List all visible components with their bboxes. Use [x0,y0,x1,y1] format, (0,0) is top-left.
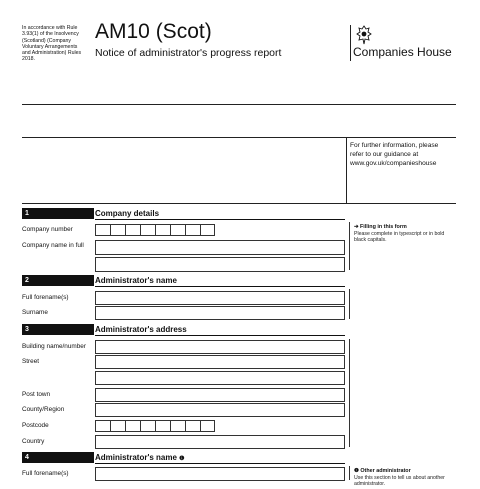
company-number-input[interactable] [95,224,215,236]
rule-reference: In accordance with Rule 3.93(1) of the Insolvency (Scotland) (Company Voluntary Arrangements and Administration) Rules 2018. [22,25,82,63]
label-forename-2: Full forename(s) [22,470,69,477]
post-town-input[interactable] [95,388,345,402]
building-input[interactable] [95,340,345,354]
label-county: County/Region [22,406,65,413]
county-input[interactable] [95,403,345,417]
label-surname: Surname [22,309,48,316]
company-name-input[interactable] [95,240,345,255]
section-1-title: Company details [95,209,160,218]
label-country: Country [22,438,45,445]
note-marker-icon: ❶ [179,456,185,462]
label-post-town: Post town [22,391,51,398]
label-postcode: Postcode [22,422,49,429]
forename-input-2[interactable] [95,467,345,481]
note-filling-form: ➔ Filling in this form Please complete in typescript or in bold black capitals. [349,222,456,270]
section-4-number: 4 [22,452,94,463]
section-3-title: Administrator's address [95,325,187,334]
forename-input[interactable] [95,291,345,305]
companies-house-logo: Companies House [353,45,452,59]
form-code: AM10 (Scot) [95,20,212,43]
note-other-administrator: ❶ Other administrator Use this section to tell us about another administrator. [349,466,456,480]
form-title: Notice of administrator's progress report [95,47,282,59]
label-company-number: Company number [22,226,73,233]
crest-icon [355,25,373,45]
company-name-input-2[interactable] [95,257,345,272]
guidance-info: For further information, please refer to our guidance at www.gov.uk/companieshouse [350,142,439,167]
section-1-number: 1 [22,208,94,219]
street-input[interactable] [95,355,345,369]
section-3-number: 3 [22,324,94,335]
label-forename: Full forename(s) [22,294,69,301]
arrow-icon: ➔ [354,224,361,230]
surname-input[interactable] [95,306,345,320]
postcode-input[interactable] [95,420,215,432]
section-2-title: Administrator's name [95,276,177,285]
section-4-title: Administrator's name ❶ [95,453,185,462]
label-building: Building name/number [22,343,86,350]
country-input[interactable] [95,435,345,449]
info-icon: ❶ [354,468,361,474]
section-2-number: 2 [22,275,94,286]
street-input-2[interactable] [95,371,345,385]
label-street: Street [22,358,40,365]
label-company-name: Company name in full [22,242,84,249]
